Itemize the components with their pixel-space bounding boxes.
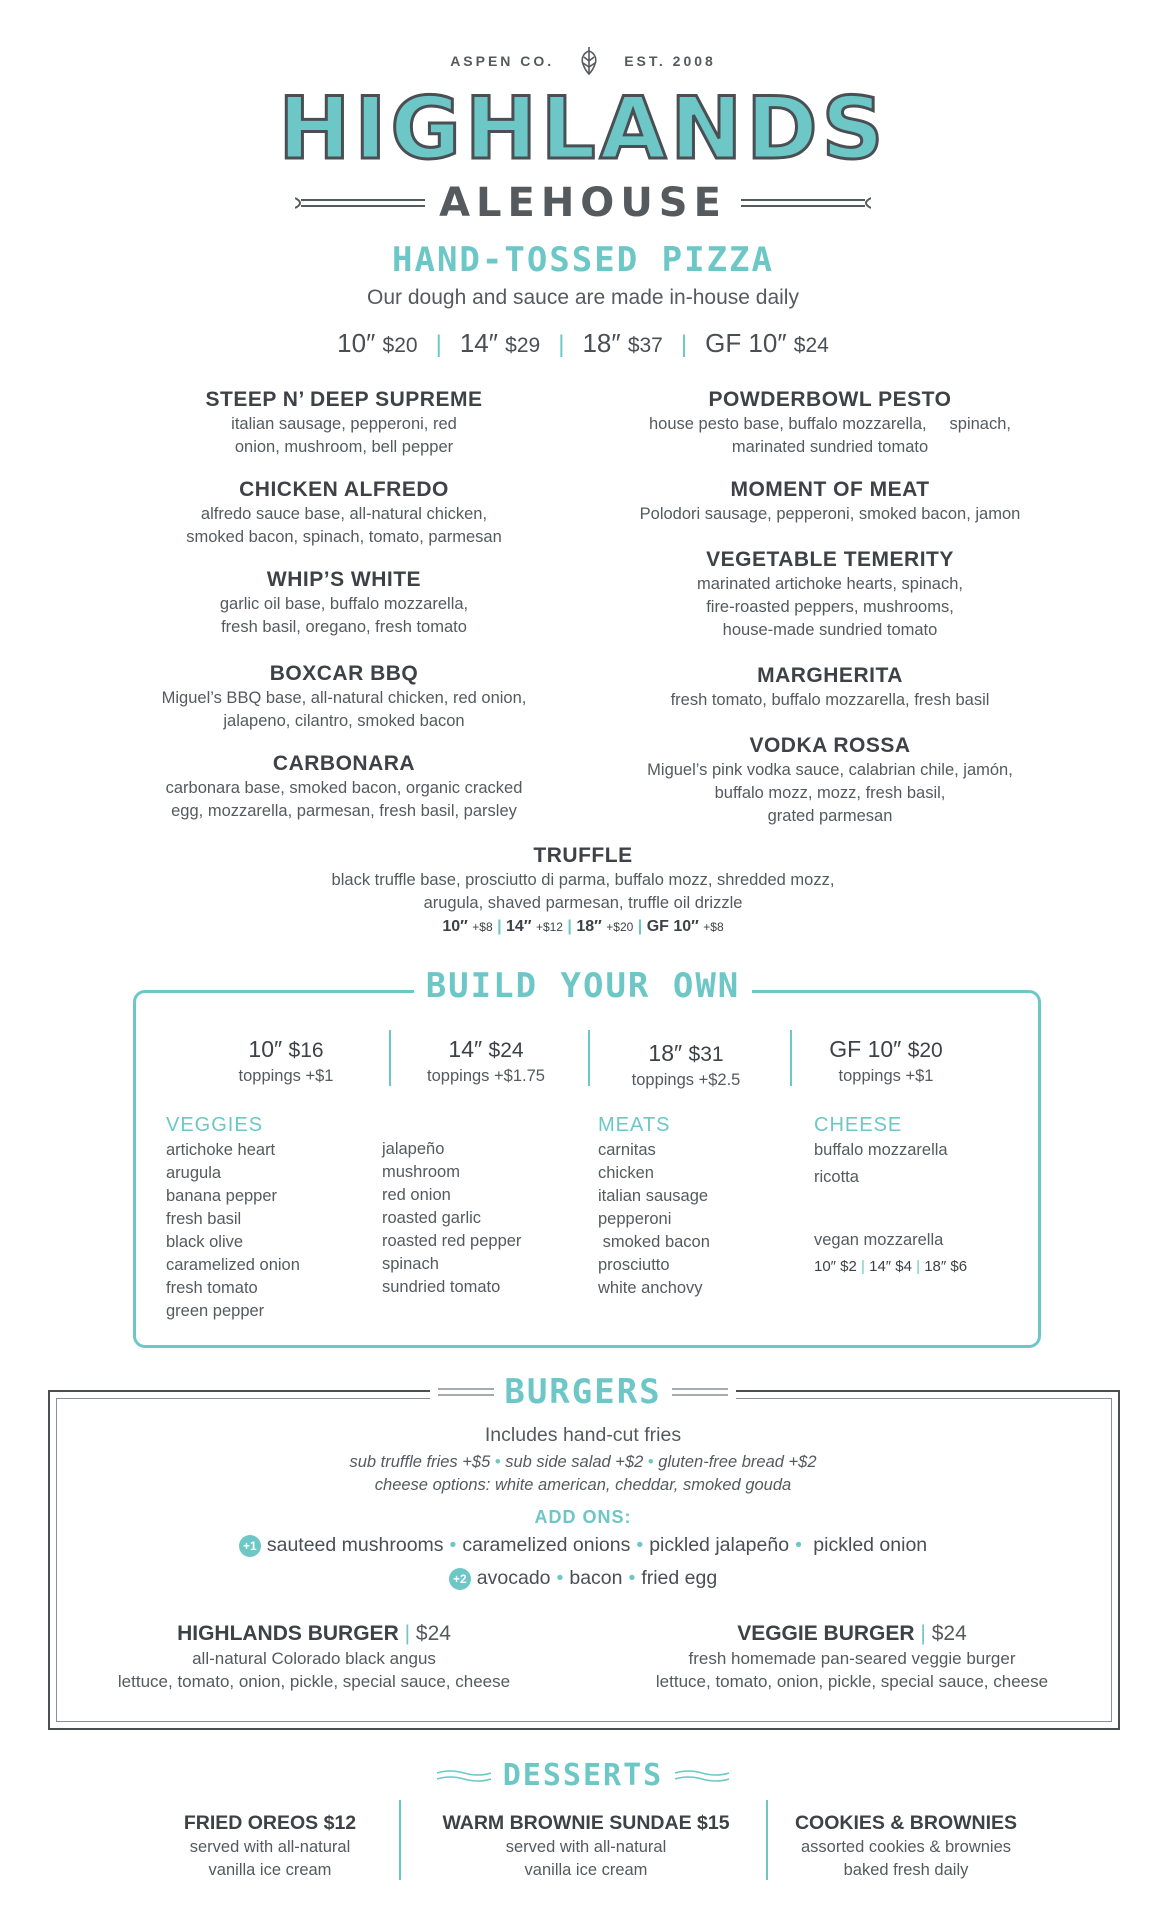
- burger-item-highlands: HIGHLANDS BURGER | $24 all-natural Colorado black angus lettuce, tomato, onion, pickle, special sauce, cheese: [84, 1622, 544, 1692]
- pizza-desc: alfredo sauce base, all-natural chicken,: [200, 505, 488, 523]
- pizza-name: WHIP’S WHITE: [266, 568, 422, 591]
- pizza-name: BOXCAR BBQ: [269, 662, 419, 685]
- dessert-desc: served with all-natural: [189, 1838, 351, 1856]
- pizza-desc: jalapeno, cilantro, smoked bacon: [223, 712, 465, 730]
- double-line-left: [438, 1387, 494, 1397]
- decorative-lines-left: [295, 193, 425, 213]
- pizza-desc: garlic oil base, buffalo mozzarella,: [219, 595, 469, 613]
- dessert-brownie-sundae: [416, 1812, 756, 1881]
- double-line-right: [672, 1387, 728, 1397]
- list-item: vegan mozzarella: [814, 1231, 944, 1249]
- wave-ornament-left: [437, 1769, 491, 1783]
- list-item: sundried tomato: [382, 1278, 501, 1296]
- list-item: italian sausage: [598, 1187, 709, 1205]
- veggies-list-2: [382, 1138, 582, 1299]
- list-item: jalapeño: [382, 1140, 445, 1158]
- pizza-subtitle: Our dough and sauce are made in-house daily: [367, 286, 799, 309]
- cheese-list: [814, 1114, 1014, 1275]
- veggies-list: [166, 1114, 366, 1323]
- pizza-desc: Miguel’s pink vodka sauce, calabrian chile, jamón,: [647, 761, 1013, 779]
- burger-desc: lettuce, tomato, onion, pickle, special sauce, cheese: [117, 1672, 511, 1691]
- list-item: chicken: [598, 1164, 654, 1182]
- pizza-desc: Miguel’s BBQ base, all-natural chicken, red onion,: [161, 689, 527, 707]
- plus-two-badge: +2: [449, 1568, 471, 1590]
- pizza-name: VEGETABLE TEMERITY: [706, 548, 954, 571]
- meats-list: [598, 1114, 798, 1300]
- separator: |: [558, 331, 565, 358]
- location-tag: ASPEN CO.: [450, 53, 555, 69]
- burger-includes: Includes hand-cut fries: [484, 1424, 682, 1446]
- byo-size-18: 18″ $31 toppings +$2.5: [631, 1040, 741, 1089]
- dessert-name: WARM BROWNIE SUNDAE $15: [442, 1812, 730, 1834]
- size-14: 14″ $29: [459, 328, 541, 358]
- pizza-desc: marinated artichoke hearts, spinach,: [697, 575, 963, 593]
- pizza-desc: onion, mushroom, bell pepper: [234, 438, 454, 456]
- pizza-item-carbonara: [104, 752, 584, 822]
- pizza-name: MOMENT OF MEAT: [730, 478, 930, 501]
- list-item: black olive: [166, 1233, 244, 1251]
- truffle-prices: 10″ +$8 | 14″ +$12 | 18″ +$20 | GF 10″ +$8: [442, 918, 724, 935]
- size-10: 10″ $20: [337, 328, 418, 358]
- dessert-desc: assorted cookies & brownies: [800, 1838, 1012, 1856]
- dessert-name: COOKIES & BROWNIES: [794, 1812, 1018, 1834]
- pizza-item-truffle: [283, 844, 883, 936]
- dessert-desc: vanilla ice cream: [524, 1861, 648, 1879]
- size-gf10: GF 10″ $24: [705, 328, 829, 358]
- list-item: roasted garlic: [382, 1209, 482, 1227]
- pizza-desc: smoked bacon, spinach, tomato, parmesan: [186, 528, 502, 546]
- separator: |: [680, 331, 688, 358]
- menu-header: [0, 44, 1166, 226]
- vegan-prices: 10″ $2 | 14″ $4 | 18″ $6: [814, 1258, 968, 1275]
- pizza-item-boxcar-bbq: [104, 662, 584, 732]
- burger-info: [0, 1424, 1166, 1590]
- dessert-desc: baked fresh daily: [843, 1861, 969, 1879]
- pizza-desc: italian sausage, pepperoni, red: [231, 415, 457, 433]
- list-item: fresh tomato: [166, 1279, 258, 1297]
- dessert-name: FRIED OREOS $12: [183, 1812, 357, 1834]
- pizza-desc: grated parmesan: [767, 807, 893, 825]
- list-item: carnitas: [598, 1141, 656, 1159]
- burger-item-veggie: VEGGIE BURGER | $24 fresh homemade pan-seared veggie burger lettuce, tomato, onion, pickle, special sauce, cheese: [622, 1622, 1082, 1692]
- brand-logo: HIGHLANDS: [278, 79, 888, 179]
- list-item: arugula: [166, 1164, 222, 1182]
- pizza-name: POWDERBOWL PESTO: [708, 388, 952, 411]
- pizza-size-prices: [0, 328, 1166, 359]
- brand-sub-row: [0, 180, 1166, 226]
- list-item: prosciutto: [598, 1256, 670, 1274]
- header-tagline: [0, 44, 1166, 78]
- burger-substitutions: sub truffle fries +$5 • sub side salad +$2 • gluten-free bread +$2: [349, 1453, 817, 1471]
- pizza-desc: Polodori sausage, pepperoni, smoked bacon, jamon: [639, 505, 1021, 523]
- size-18: 18″ $37: [582, 328, 663, 358]
- pizza-item-powderbowl-pesto: [590, 388, 1070, 458]
- pizza-name: CARBONARA: [272, 752, 416, 775]
- dessert-cookies-brownies: [736, 1812, 1076, 1881]
- brand-subtitle: ALEHOUSE: [439, 180, 727, 226]
- pizza-name: CHICKEN ALFREDO: [239, 478, 449, 501]
- pizza-desc: egg, mozzarella, parmesan, fresh basil, parsley: [171, 802, 517, 820]
- pizza-item-moment-of-meat: [590, 478, 1070, 525]
- list-item: pepperoni: [598, 1210, 672, 1228]
- pizza-name: TRUFFLE: [533, 844, 633, 867]
- pizza-desc: house-made sundried tomato: [722, 621, 938, 639]
- hop-icon: [572, 44, 606, 78]
- pizza-desc: arugula, shaved parmesan, truffle oil drizzle: [423, 894, 743, 912]
- burger-desc: lettuce, tomato, onion, pickle, special sauce, cheese: [655, 1672, 1049, 1691]
- addons-plus-one: +1 sauteed mushrooms • caramelized onions • pickled jalapeño • pickled onion: [0, 1534, 1166, 1557]
- byo-title-row: [0, 966, 1166, 1006]
- dessert-desc: vanilla ice cream: [208, 1861, 332, 1879]
- pizza-item-vodka-rossa: [590, 734, 1070, 827]
- pizza-name: MARGHERITA: [757, 664, 903, 687]
- byo-title: BUILD YOUR OWN: [414, 966, 753, 1006]
- dessert-fried-oreos: [100, 1812, 440, 1881]
- pizza-desc: marinated sundried tomato: [731, 438, 929, 456]
- burger-title-row: [0, 1372, 1166, 1412]
- burger-desc: all-natural Colorado black angus: [192, 1649, 436, 1668]
- wave-ornament-right: [675, 1769, 729, 1783]
- pizza-desc: fresh basil, oregano, fresh tomato: [221, 618, 467, 636]
- pizza-desc: house pesto base, buffalo mozzarella, spinach,: [648, 415, 1011, 433]
- list-item: roasted red pepper: [382, 1232, 522, 1250]
- desserts-title: DESSERTS: [502, 1758, 664, 1793]
- desserts-title-row: [0, 1758, 1166, 1793]
- pizza-title: HAND-TOSSED PIZZA: [392, 240, 774, 280]
- pizza-desc: fire-roasted peppers, mushrooms,: [706, 598, 954, 616]
- cheese-options: cheese options: white american, cheddar, smoked gouda: [374, 1476, 792, 1494]
- pizza-name: VODKA ROSSA: [749, 734, 911, 757]
- veggies-header: VEGGIES: [166, 1114, 264, 1136]
- pizza-item-whips-white: [104, 568, 584, 638]
- established-tag: EST. 2008: [624, 53, 716, 69]
- pizza-desc: black truffle base, prosciutto di parma, buffalo mozz, shredded mozz,: [331, 871, 835, 889]
- list-item: white anchovy: [598, 1279, 703, 1297]
- pizza-desc: buffalo mozz, mozz, fresh basil,: [714, 784, 946, 802]
- list-item: ricotta: [814, 1168, 859, 1186]
- list-item: mushroom: [382, 1163, 460, 1181]
- decorative-lines-right: [741, 193, 871, 213]
- byo-size-gf10: GF 10″ $20 toppings +$1: [829, 1036, 943, 1085]
- byo-size-14: 14″ $24 toppings +$1.75: [427, 1036, 545, 1085]
- meats-header: MEATS: [598, 1114, 671, 1136]
- byo-size-10: 10″ $16 toppings +$1: [238, 1036, 334, 1085]
- list-item: green pepper: [166, 1302, 265, 1320]
- list-item: banana pepper: [166, 1187, 278, 1205]
- burger-desc: fresh homemade pan-seared veggie burger: [688, 1649, 1016, 1668]
- list-item: spinach: [382, 1255, 439, 1273]
- pizza-desc: fresh tomato, buffalo mozzarella, fresh basil: [670, 691, 990, 709]
- separator: |: [435, 331, 442, 358]
- plus-one-badge: +1: [239, 1535, 261, 1557]
- list-item: buffalo mozzarella: [814, 1141, 948, 1159]
- dessert-divider: [399, 1800, 401, 1880]
- burgers-title: BURGERS: [504, 1372, 662, 1412]
- pizza-name: STEEP N’ DEEP SUPREME: [205, 388, 483, 411]
- dessert-desc: served with all-natural: [505, 1838, 667, 1856]
- addons-title: ADD ONS:: [534, 1507, 632, 1527]
- list-item: caramelized onion: [166, 1256, 300, 1274]
- pizza-item-steep-n-deep: [104, 388, 584, 458]
- pizza-section-header: [0, 240, 1166, 359]
- list-item: red onion: [382, 1186, 451, 1204]
- list-item: artichoke heart: [166, 1141, 276, 1159]
- list-item: fresh basil: [166, 1210, 242, 1228]
- pizza-item-margherita: [590, 664, 1070, 711]
- pizza-item-chicken-alfredo: [104, 478, 584, 548]
- pizza-desc: carbonara base, smoked bacon, organic cracked: [165, 779, 523, 797]
- addons-plus-two: +2 avocado • bacon • fried egg: [0, 1567, 1166, 1590]
- pizza-item-vegetable-temerity: [590, 548, 1070, 641]
- cheese-header: CHEESE: [814, 1114, 903, 1136]
- list-item: smoked bacon: [598, 1233, 710, 1251]
